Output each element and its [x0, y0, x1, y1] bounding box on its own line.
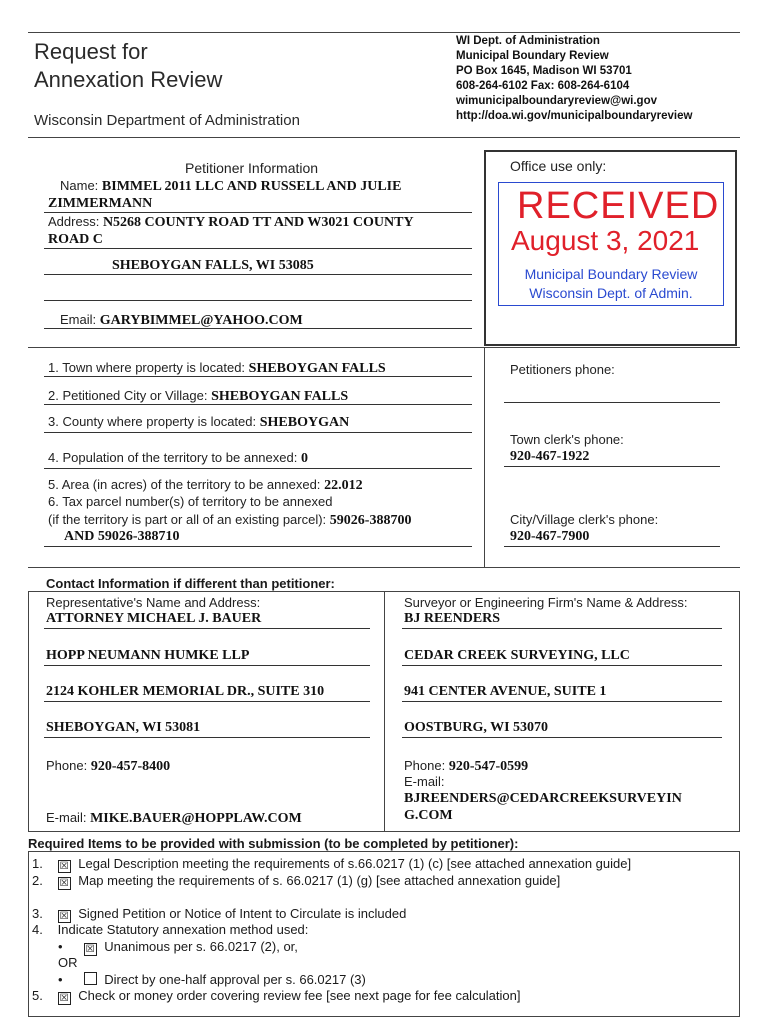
agency-name: Wisconsin Department of Administration [34, 112, 300, 129]
required-item-4 [32, 922, 308, 937]
email-underline [44, 328, 472, 329]
county-row [48, 414, 349, 431]
address-line: WI Dept. of Administration [456, 35, 600, 47]
item-number: 5. [32, 988, 43, 1003]
checkbox-review-fee[interactable]: ☒ [58, 992, 71, 1005]
rep-email-label: E-mail: [46, 810, 87, 825]
county-value[interactable]: SHEBOYGAN [259, 415, 350, 430]
petitioner-name-cont[interactable]: ZIMMERMANN [48, 196, 153, 211]
title-line-1: Request for [34, 39, 148, 64]
bullet-icon: • [58, 939, 63, 954]
area-label: 5. Area (in acres) of the territory to be annexed: [48, 477, 321, 492]
town-underline [44, 376, 472, 377]
required-item-2 [32, 873, 560, 890]
petitioner-address[interactable]: N5268 COUNTY ROAD TT AND W3021 COUNTY [102, 215, 414, 230]
header-rule [28, 137, 740, 138]
petitioner-email-row [60, 312, 303, 329]
town-clerk-underline [504, 466, 720, 467]
rep-phone-label: Phone: [46, 758, 88, 773]
address-underline [44, 248, 472, 249]
method-one-half [58, 972, 366, 987]
rep-underline [44, 701, 370, 702]
address-label: Address: [48, 214, 100, 229]
surveyor-line[interactable]: OOSTBURG, WI 53070 [404, 720, 549, 735]
email-label: Email: [60, 312, 97, 327]
petitioner-address-row [48, 214, 414, 231]
stamp-date: August 3, 2021 [511, 225, 700, 256]
item-number: 2. [32, 873, 43, 888]
checkbox-signed-petition[interactable]: ☒ [58, 910, 71, 923]
section-rule-2 [28, 567, 740, 568]
town-clerk-label: Town clerk's phone: [510, 432, 624, 447]
name-label: Name: [60, 178, 99, 193]
surveyor-email-label: E-mail: [404, 774, 445, 789]
petitioner-phone-label: Petitioners phone: [510, 362, 615, 377]
contact-heading: Contact Information if different than petitioner: [46, 576, 335, 591]
item-number: 3. [32, 906, 43, 921]
rep-line[interactable]: ATTORNEY MICHAEL J. BAUER [46, 611, 262, 626]
address-line: 608-264-6102 Fax: 608-264-6104 [456, 80, 630, 92]
surveyor-line[interactable]: BJ REENDERS [404, 611, 501, 626]
surveyor-email-cont[interactable]: G.COM [404, 808, 453, 823]
population-underline [44, 468, 472, 469]
surveyor-underline [402, 628, 722, 629]
parcel-underline [44, 546, 472, 547]
rep-line[interactable]: HOPP NEUMANN HUMKE LLP [46, 648, 250, 663]
city-value-underline [44, 404, 472, 405]
blank-underline [44, 300, 472, 301]
checkbox-map[interactable]: ☒ [58, 877, 71, 890]
office-use-label: Office use only: [510, 158, 607, 174]
parcel-value[interactable]: 59026-388700 [329, 513, 412, 528]
title-line-2: Annexation Review [34, 67, 223, 92]
county-label: 3. County where property is located: [48, 414, 257, 429]
petitioner-phone-field[interactable] [504, 402, 720, 403]
item-text: Indicate Statutory annexation method used: [57, 922, 309, 937]
surveyor-line[interactable]: CEDAR CREEK SURVEYING, LLC [404, 648, 630, 663]
town-label: 1. Town where property is located: [48, 360, 246, 375]
surveyor-underline [402, 701, 722, 702]
rep-underline [44, 665, 370, 666]
surveyor-phone[interactable]: 920-547-0599 [448, 759, 529, 774]
rep-email-row [46, 810, 302, 827]
rep-line[interactable]: SHEBOYGAN, WI 53081 [46, 720, 201, 735]
petitioner-name-row [60, 178, 401, 195]
town-value[interactable]: SHEBOYGAN FALLS [248, 361, 386, 376]
city-row [48, 388, 348, 405]
city-label: 2. Petitioned City or Village: [48, 388, 208, 403]
stamp-received-text: RECEIVED [517, 185, 720, 227]
petitioner-name[interactable]: BIMMEL 2011 LLC AND RUSSELL AND JULIE [101, 179, 402, 194]
method-unanimous [58, 939, 298, 956]
stamp-org-line: Wisconsin Dept. of Admin. [529, 285, 693, 301]
name-underline [44, 212, 472, 213]
rep-phone[interactable]: 920-457-8400 [90, 759, 171, 774]
item-text: Unanimous per s. 66.0217 (2), or, [104, 939, 298, 954]
petitioner-heading: Petitioner Information [185, 160, 319, 176]
surveyor-phone-label: Phone: [404, 758, 446, 773]
checkbox-legal-description[interactable]: ☒ [58, 860, 71, 873]
checkbox-unanimous[interactable]: ☒ [84, 943, 97, 956]
rep-email[interactable]: MIKE.BAUER@HOPPLAW.COM [90, 811, 302, 826]
item-text: Direct by one-half approval per s. 66.0217 (3) [104, 972, 366, 987]
petitioner-email[interactable]: GARYBIMMEL@YAHOO.COM [99, 313, 303, 328]
rep-phone-row [46, 758, 170, 775]
population-value[interactable]: 0 [300, 451, 308, 466]
petitioner-city[interactable]: SHEBOYGAN FALLS, WI 53085 [112, 258, 314, 273]
surveyor-underline [402, 665, 722, 666]
stamp-org [499, 265, 723, 303]
phones-divider [484, 347, 485, 567]
population-row [48, 450, 308, 467]
surveyor-underline [402, 737, 722, 738]
address-line: http://doa.wi.gov/municipalboundaryreview [456, 110, 693, 122]
parcel-label-2: (if the territory is part or all of an existing parcel): [48, 512, 327, 527]
surveyor-phone-row [404, 758, 528, 775]
parcel-label-1: 6. Tax parcel number(s) of territory to be annexed [48, 494, 333, 509]
town-clerk-phone[interactable]: 920-467-1922 [510, 449, 590, 464]
bullet-icon: • [58, 972, 63, 987]
contact-divider [384, 591, 385, 832]
surveyor-line[interactable]: 941 CENTER AVENUE, SUITE 1 [404, 684, 607, 699]
received-stamp [498, 182, 724, 306]
county-underline [44, 432, 472, 433]
required-heading: Required Items to be provided with submission (to be completed by petitioner): [28, 836, 519, 851]
rep-underline [44, 628, 370, 629]
top-rule [28, 32, 740, 33]
item-number: 4. [32, 922, 43, 937]
area-value[interactable]: 22.012 [324, 478, 363, 493]
address-line: wimunicipalboundaryreview@wi.gov [456, 95, 658, 107]
rep-underline [44, 737, 370, 738]
parcel-value-cont[interactable]: AND 59026-388710 [64, 529, 180, 544]
page-title [34, 38, 222, 94]
item-number: 1. [32, 856, 43, 871]
required-item-1 [32, 856, 631, 873]
item-text: Check or money order covering review fee [see next page for fee calculation] [78, 988, 521, 1003]
required-item-5 [32, 988, 521, 1005]
rep-label: Representative's Name and Address: [46, 595, 261, 610]
item-text: Legal Description meeting the requirements of s.66.0217 (1) (c) [see attached annexation guide] [78, 856, 632, 871]
parcel-row [48, 512, 411, 529]
area-row [48, 477, 363, 494]
surveyor-label: Surveyor or Engineering Firm's Name & Address: [404, 595, 688, 610]
checkbox-one-half[interactable] [84, 972, 97, 985]
item-text: Signed Petition or Notice of Intent to Circulate is included [78, 906, 407, 921]
city-underline [44, 274, 472, 275]
city-clerk-underline [504, 546, 720, 547]
petitioner-address-cont[interactable]: ROAD C [48, 232, 103, 247]
required-item-3 [32, 906, 406, 923]
rep-line[interactable]: 2124 KOHLER MEMORIAL DR., SUITE 310 [46, 684, 325, 699]
city-clerk-label: City/Village clerk's phone: [510, 512, 659, 527]
address-line: Municipal Boundary Review [456, 50, 609, 62]
agency-address-block [456, 34, 692, 124]
stamp-org-line: Municipal Boundary Review [524, 266, 698, 282]
surveyor-email[interactable]: BJREENDERS@CEDARCREEKSURVEYIN [404, 791, 682, 806]
town-row [48, 360, 386, 377]
population-label: 4. Population of the territory to be annexed: [48, 450, 298, 465]
or-text: OR [58, 955, 78, 970]
city-clerk-phone[interactable]: 920-467-7900 [510, 529, 590, 544]
address-line: PO Box 1645, Madison WI 53701 [456, 65, 632, 77]
item-text: Map meeting the requirements of s. 66.0217 (1) (g) [see attached annexation guide] [78, 873, 561, 888]
city-value[interactable]: SHEBOYGAN FALLS [211, 389, 349, 404]
section-rule [28, 347, 740, 348]
